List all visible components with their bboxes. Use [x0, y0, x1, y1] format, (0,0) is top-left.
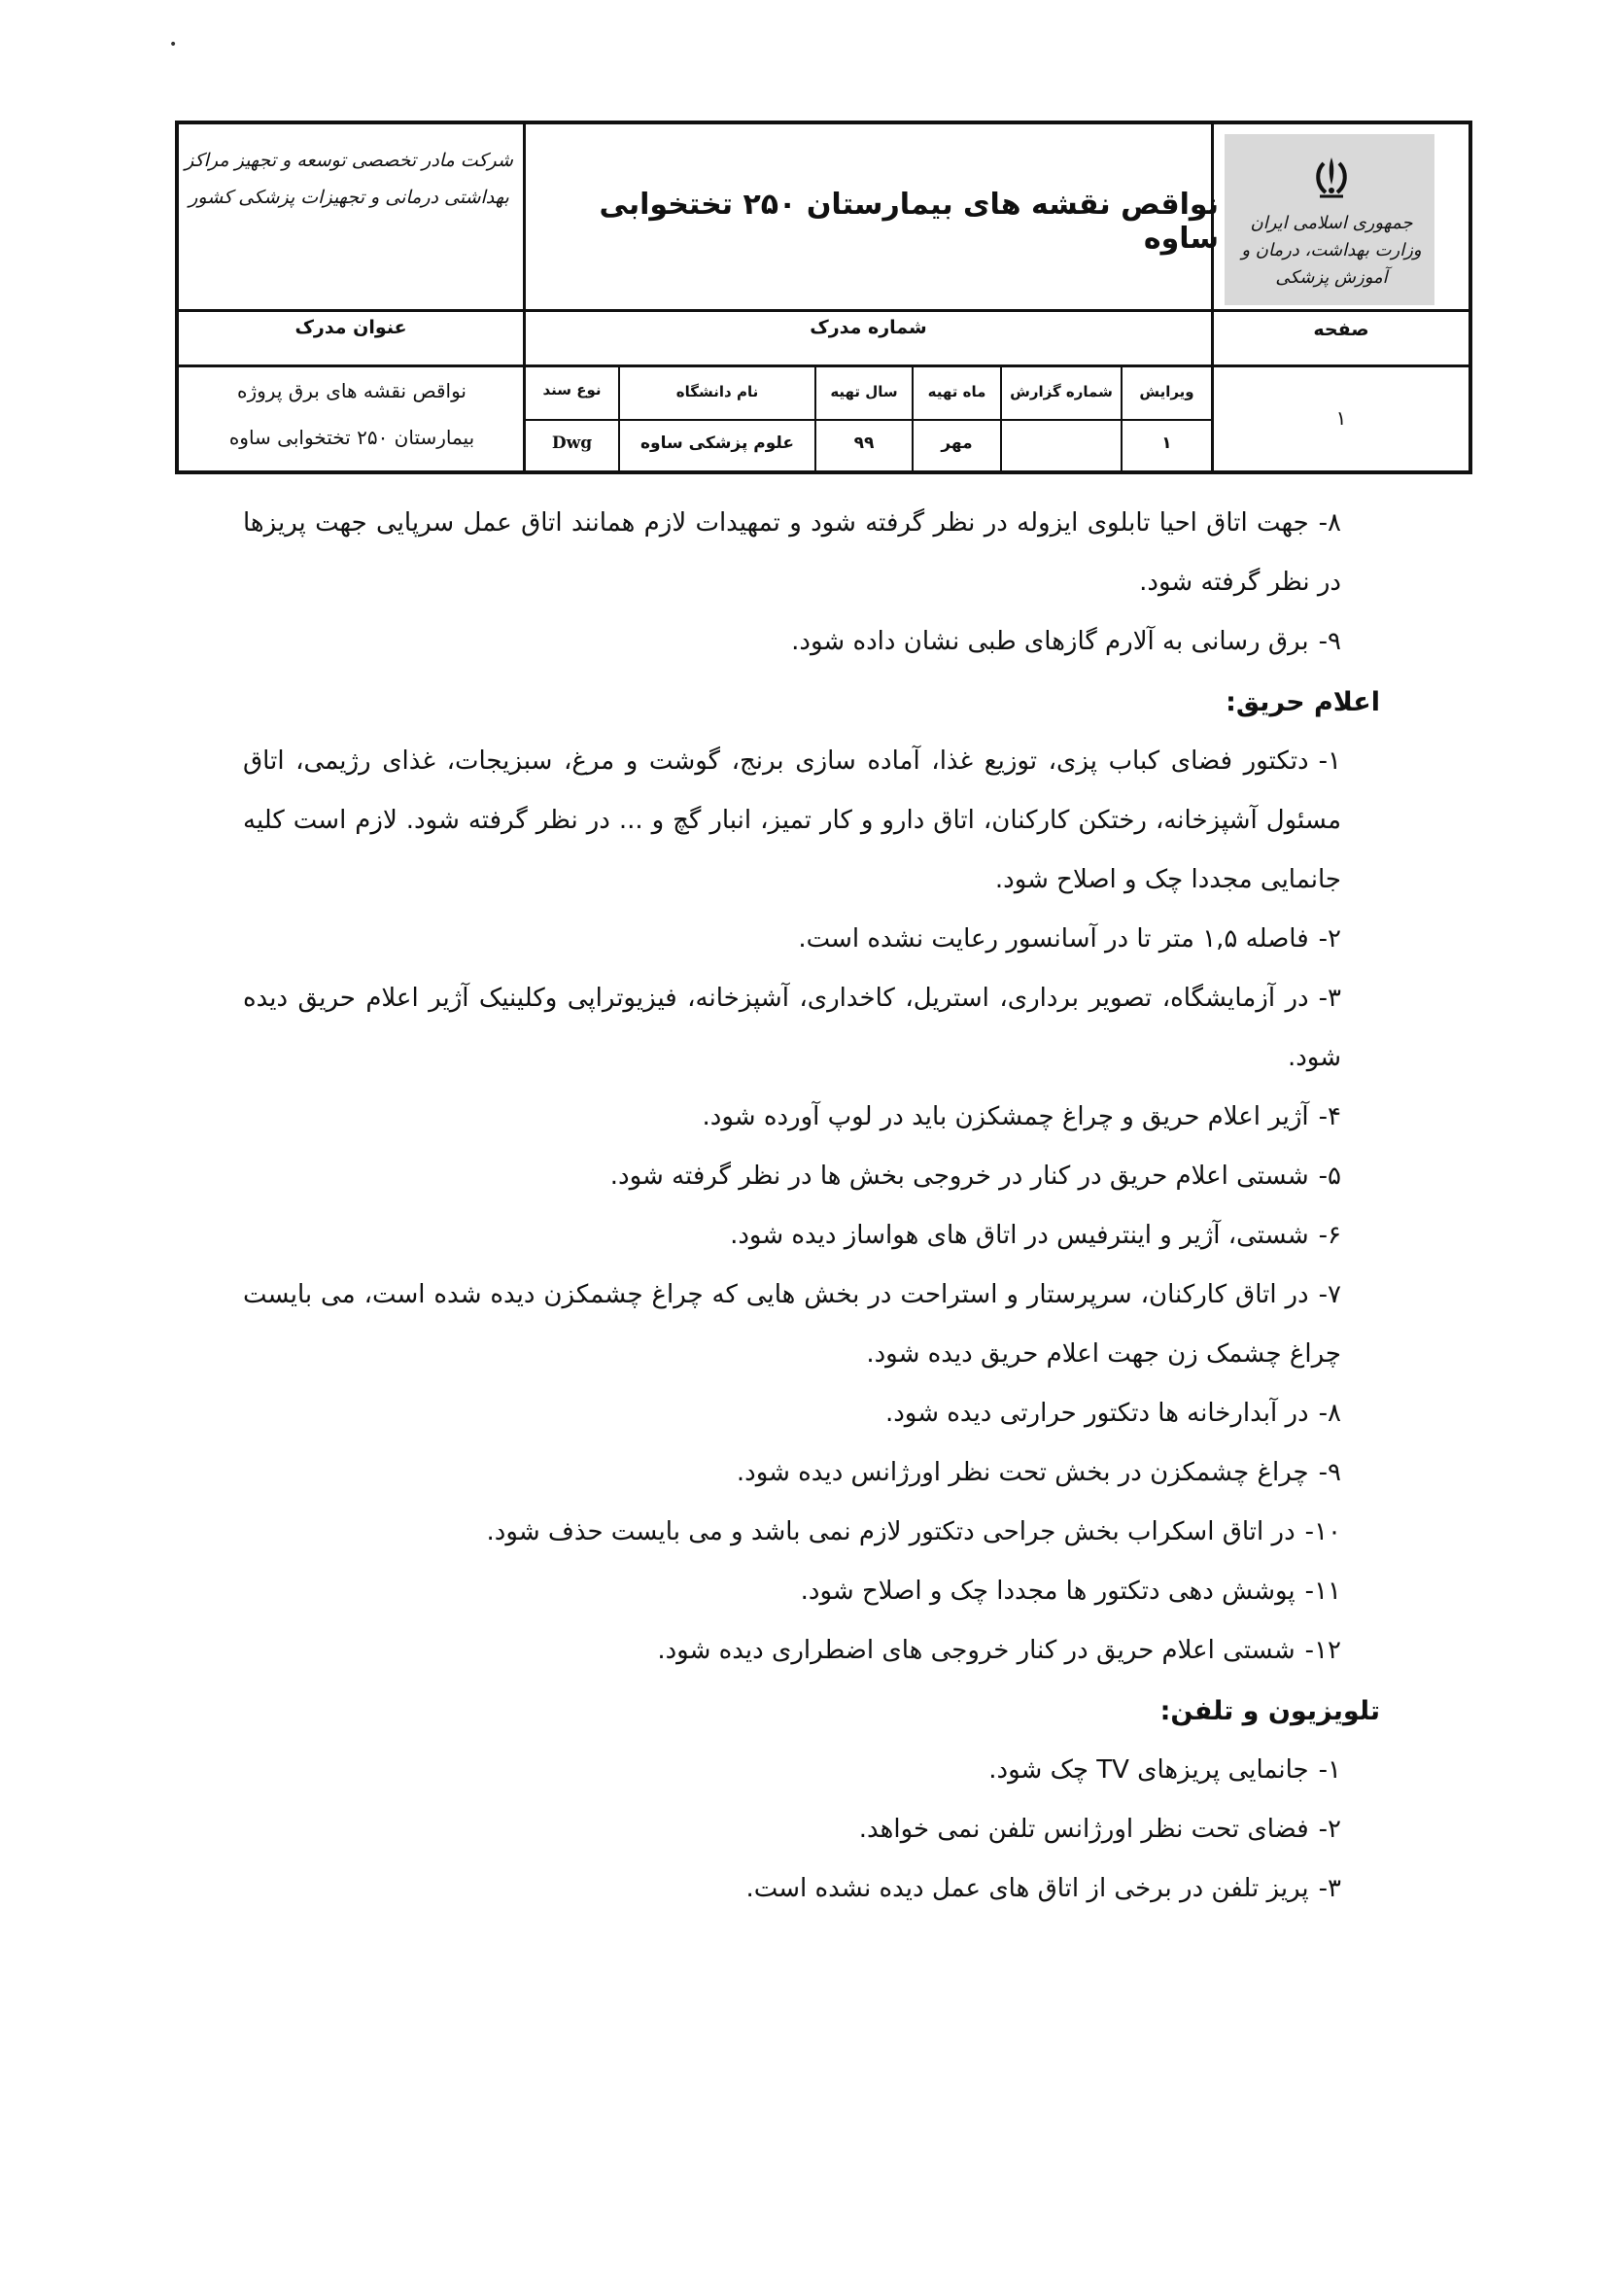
company-name: شرکت مادر تخصصی توسعه و تجهیز مراکز بهداشتی درمانی و تجهیزات پزشکی کشور: [185, 150, 513, 208]
list-item: ۲-فاصله ۱,۵ متر تا در آسانسور رعایت نشده است.: [798, 924, 1341, 954]
document-body: [243, 494, 1380, 1919]
ministry-name: جمهوری اسلامی ایران وزارت بهداشت، درمان و آموزش پزشکی: [1241, 213, 1422, 288]
list-item: ۸-در آبدارخانه ها دتکتور حرارتی دیده شود.: [884, 1399, 1341, 1428]
doc-type-label: نوع سند: [542, 381, 602, 399]
edition-label: ویرایش: [1139, 383, 1194, 400]
list-item: ۱-دتکتور فضای کباب پزی، توزیع غذا، آماده سازی برنج، گوشت و مرغ، سبزیجات، غذای رژیمی، اتاق مسئول آشپزخانه، رختکن کارکنان، اتاق دارو و کار تمیز، انبار گچ و ... در نظر گرفته شود. لازم است کلیه جانمایی مجددا چک و اصلاح شود.: [243, 746, 1341, 894]
month-label: ماه تهیه: [927, 383, 986, 400]
fire-alarm-heading: اعلام حریق:: [1226, 687, 1380, 717]
document-title-label: عنوان مدرک: [294, 317, 407, 338]
list-item: ۷-در اتاق کارکنان، سرپرستار و استراحت در بخش هایی که چراغ چشمکزن دیده شده است، می بایست چراغ چشمک زن جهت اعلام حریق دیده شود.: [243, 1280, 1341, 1369]
list-item: ۱-جانمایی پریزهای TV چک شود.: [988, 1755, 1341, 1785]
doc-title-line-2: بیمارستان ۲۵۰ تختخوابی ساوه: [228, 426, 475, 449]
page-number: ۱: [1335, 406, 1347, 430]
year-label: سال تهیه: [830, 383, 898, 400]
list-item: ۱۲-شستی اعلام حریق در کنار خروجی های اضطراری دیده شود.: [657, 1636, 1341, 1665]
doc-type-value: Dwg: [551, 434, 593, 453]
month-value: مهر: [941, 434, 973, 453]
list-item: ۹-چراغ چشمکزن در بخش تحت نظر اورژانس دیده شود.: [736, 1458, 1341, 1487]
document-number-label: شماره مدرک: [810, 317, 927, 338]
university-value: علوم پزشکی ساوه: [640, 434, 794, 453]
document-header-table: [175, 121, 1472, 474]
list-item: ۵-شستی اعلام حریق در کنار در خروجی بخش ها در نظر گرفته شود.: [609, 1162, 1341, 1191]
scan-speck: •: [169, 37, 178, 52]
university-label: نام دانشگاه: [675, 383, 759, 400]
list-item: ۹-برق رسانی به آلارم گازهای طبی نشان داده شود.: [791, 627, 1341, 656]
list-item: ۱۰-در اتاق اسکراب بخش جراحی دتکتور لازم نمی باشد و می بایست حذف شود.: [486, 1517, 1341, 1546]
tv-phone-heading: تلویزیون و تلفن:: [1159, 1696, 1380, 1726]
list-item: ۶-شستی، آژیر و اینترفیس در اتاق های هواساز دیده شود.: [730, 1221, 1341, 1250]
list-item: ۴-آژیر اعلام حریق و چراغ چمشکزن باید در لوپ آورده شود.: [702, 1102, 1341, 1131]
list-item: ۳-در آزمایشگاه، تصویر برداری، استریل، کاخداری، آشپزخانه، فیزیوتراپی وکلینیک آژیر اعلام حریق دیده شود.: [243, 984, 1341, 1072]
list-item: ۸-جهت اتاق احیا تابلوی ایزوله در نظر گرفته شود و تمهیدات لازم همانند اتاق عمل سرپایی جهت پریزها در نظر گرفته شود.: [243, 508, 1341, 597]
year-value: ۹۹: [853, 434, 875, 453]
iran-emblem-icon: [1304, 152, 1359, 206]
doc-title-line-1: نواقص نقشه های برق پروژه: [236, 379, 466, 402]
list-item: ۲-فضای تحت نظر اورژانس تلفن نمی خواهد.: [858, 1815, 1341, 1844]
report-number-label: شماره گزارش: [1010, 383, 1113, 400]
document-title: نواقص نقشه های بیمارستان ۲۵۰ تختخوابی ساوه: [599, 188, 1219, 256]
list-item: ۱۱-پوشش دهی دتکتور ها مجددا چک و اصلاح شود.: [800, 1577, 1341, 1606]
list-item: ۳-پریز تلفن در برخی از اتاق های عمل دیده نشده است.: [745, 1874, 1341, 1903]
page-label: صفحه: [1313, 319, 1369, 340]
edition-value: ۱: [1161, 434, 1172, 453]
